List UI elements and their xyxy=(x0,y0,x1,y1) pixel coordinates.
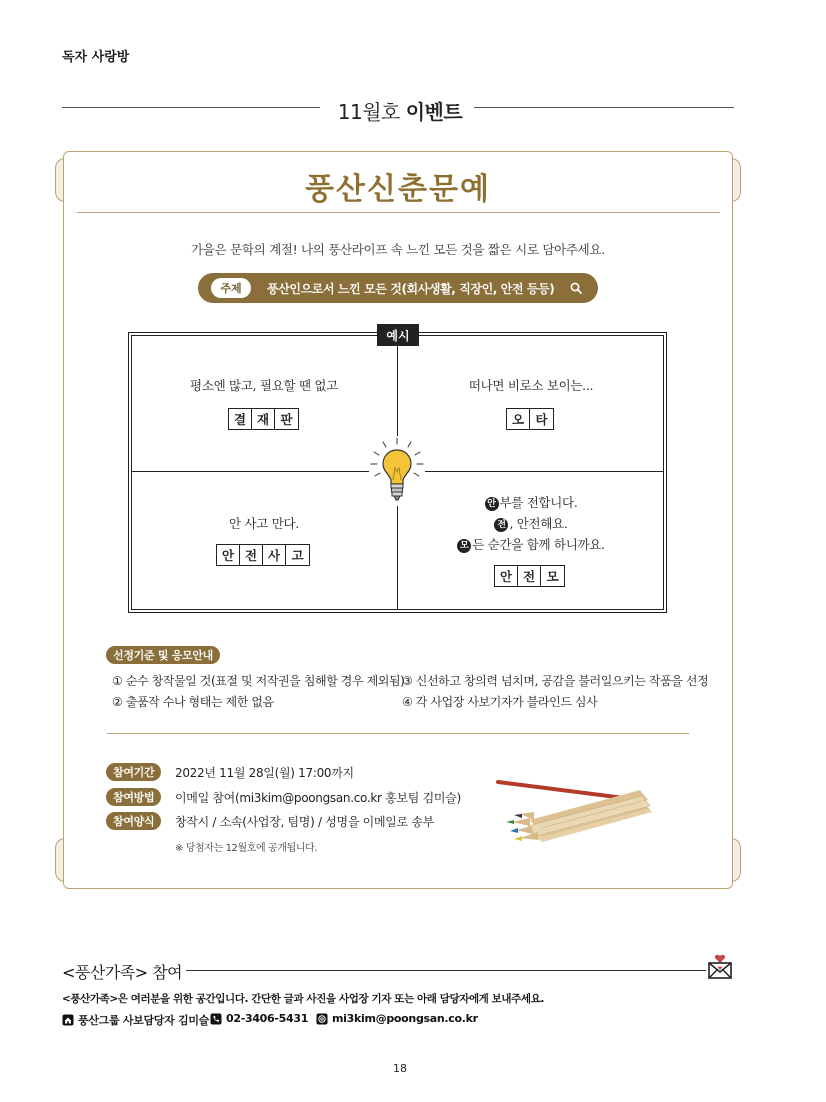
criteria-item: ① 순수 창작물일 것(표절 및 저작권을 침해할 경우 제외됨) xyxy=(112,674,405,688)
answer-char: 타 xyxy=(535,412,548,427)
format-badge: 참여양식 xyxy=(106,812,161,830)
intro-text: 가을은 문학의 계절! 나의 풍산라이프 속 느낀 모든 것을 짧은 시로 담아주세요. xyxy=(191,242,605,257)
topic-bar xyxy=(198,273,598,303)
answer-char: 안 xyxy=(495,566,518,586)
method-value: 이메일 참여(mi3kim@poongsan.co.kr 홍보팀 김미슬) xyxy=(175,791,461,805)
email-text[interactable]: mi3kim@poongsan.co.kr xyxy=(332,1012,478,1025)
contact-email[interactable] xyxy=(316,1012,478,1025)
divider-right xyxy=(474,107,734,108)
page-number: 18 xyxy=(393,1062,407,1075)
answer-char: 판 xyxy=(280,412,293,427)
footer-title: <풍산가족> 참여 xyxy=(62,963,183,982)
answer-char: 안 xyxy=(217,545,240,565)
phone-text: 02-3406-5431 xyxy=(226,1012,309,1025)
phone-icon xyxy=(210,1013,222,1025)
issue-title xyxy=(300,96,500,125)
criteria-badge: 선정기준 및 응모안내 xyxy=(106,646,220,664)
acrostic-line xyxy=(398,534,664,555)
answer-char: 모 xyxy=(546,569,559,584)
footer-description: <풍산가족>은 여러분을 위한 공간입니다. 간단한 글과 사진을 사업장 기자 또는 아래 담당자에게 보내주세요. xyxy=(62,993,544,1005)
home-icon xyxy=(62,1014,74,1026)
contact-person xyxy=(62,1012,209,1028)
search-icon xyxy=(570,282,582,294)
example-3-text: 안 사고 만다. xyxy=(229,516,299,531)
period-value: 2022년 11월 28일(월) 17:00까지 xyxy=(175,766,354,780)
acrostic-rest: 부를 전합니다. xyxy=(499,495,578,510)
criteria-divider xyxy=(107,733,689,734)
section-label: 독자 사랑방 xyxy=(62,50,130,65)
acrostic-mark: 전 xyxy=(494,518,508,532)
example-2-answer xyxy=(506,408,554,430)
answer-char: 전 xyxy=(240,545,263,565)
acrostic-rest: , 안전해요. xyxy=(509,516,568,531)
pencils-image xyxy=(490,770,660,845)
acrostic-mark: 모 xyxy=(457,539,471,553)
winner-notice: ※ 당첨자는 12월호에 공개됩니다. xyxy=(175,843,318,854)
title-divider xyxy=(77,212,720,213)
acrostic-rest: 든 순간을 함께 하니까요. xyxy=(472,537,605,552)
example-label: 예시 xyxy=(377,324,419,346)
issue-month: 11월호 xyxy=(337,100,406,124)
acrostic-line xyxy=(398,513,664,534)
criteria-item: ② 출품작 수나 형태는 제한 없음 xyxy=(112,695,274,709)
criteria-item: ④ 각 사업장 사보기자가 블라인드 심사 xyxy=(402,695,598,709)
answer-char: 오 xyxy=(507,409,530,429)
example-1-text: 평소엔 많고, 필요할 땐 없고 xyxy=(190,378,338,393)
divider-left xyxy=(62,107,320,108)
example-1-answer xyxy=(228,408,299,430)
example-4-answer xyxy=(494,565,565,587)
answer-char: 고 xyxy=(291,548,304,563)
example-2-text: 떠나면 비로소 보이는... xyxy=(468,378,594,393)
topic-tag: 주제 xyxy=(211,278,251,298)
acrostic-line xyxy=(398,492,664,513)
criteria-item: ③ 신선하고 창의력 넘치며, 공감을 불러일으키는 작품을 선정 xyxy=(402,674,709,688)
card-title: 풍산신춘문예 xyxy=(305,172,491,207)
contact-person-text: 풍산그룹 사보담당자 김미슬 xyxy=(78,1014,209,1027)
period-badge: 참여기간 xyxy=(106,763,161,781)
format-value: 창작시 / 소속(사업장, 팀명) / 성명을 이메일로 송부 xyxy=(175,815,434,829)
love-letter-icon xyxy=(706,953,734,981)
answer-char: 사 xyxy=(263,545,286,565)
topic-text: 풍산인으로서 느낀 모든 것(회사생활, 직장인, 안전 등등) xyxy=(267,281,555,296)
answer-char: 결 xyxy=(229,409,252,429)
acrostic-mark: 안 xyxy=(485,497,499,511)
example-3-answer xyxy=(216,544,310,566)
issue-event: 이벤트 xyxy=(405,100,463,124)
answer-char: 전 xyxy=(518,566,541,586)
answer-char: 재 xyxy=(252,409,275,429)
contact-phone xyxy=(210,1012,308,1025)
example-4-text xyxy=(398,492,664,555)
at-sign-icon xyxy=(316,1013,328,1025)
footer-divider xyxy=(186,970,706,971)
method-badge: 참여방법 xyxy=(106,788,161,806)
